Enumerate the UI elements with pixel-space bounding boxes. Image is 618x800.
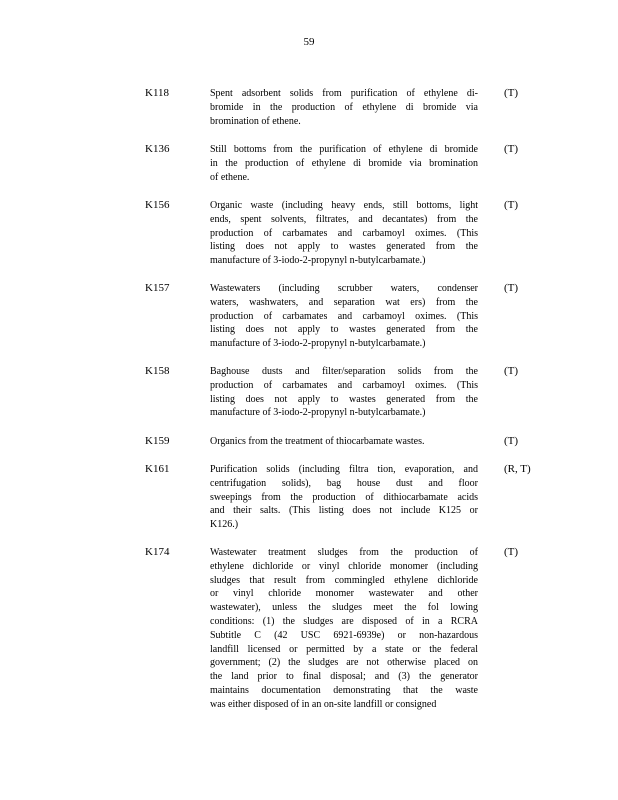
waste-description: [210, 199, 478, 268]
hazard-code: (T): [504, 143, 519, 155]
waste-code: K159: [145, 435, 170, 447]
description-line: bromide in the production of ethylene di bromide via: [210, 101, 478, 113]
description-line: waters, washwaters, and separation wat ers) from the: [210, 296, 478, 308]
description-line: Purification solids (including filtra tion, evaporation, and: [210, 464, 478, 475]
waste-description: [210, 546, 478, 712]
waste-description: [210, 435, 478, 449]
description-line: listing does not apply to wastes generated from the: [210, 393, 478, 405]
description-line: production of carbamates and carbamoyl oximes. (This: [210, 379, 478, 391]
description-line: manufacture of 3-iodo-2-propynyl n-butylcarbamate.): [210, 338, 426, 350]
hazard-code: (T): [504, 546, 519, 558]
description-line: the land prior to final disposal; and (3) the generator: [210, 671, 478, 683]
description-line: wastewater), unless the sludges meet the fol lowing: [210, 602, 478, 614]
description-line: Organics from the treatment of thiocarbamate wastes.: [210, 436, 425, 447]
description-line: listing does not apply to wastes generated from the: [210, 324, 478, 336]
hazard-code: (T): [504, 199, 519, 211]
description-line: ethylene dichloride or vinyl chloride monomer (including: [210, 560, 478, 572]
description-line: K126.): [210, 519, 239, 531]
description-line: Subtitle C (42 USC 6921-6939e) or non-hazardous: [210, 629, 478, 641]
description-line: or vinyl chloride monomer wastewater and other: [210, 588, 478, 600]
description-line: sweepings from the production of dithiocarbamate acids: [210, 491, 478, 503]
description-line: bromination of ethene.: [210, 115, 301, 127]
page-number: 59: [303, 36, 315, 48]
description-line: Still bottoms from the purification of ethylene di bromide: [210, 144, 478, 155]
description-line: Organic waste (including heavy ends, still bottoms, light: [210, 200, 478, 211]
waste-code: K161: [145, 463, 170, 475]
waste-code: K156: [145, 199, 170, 211]
waste-description: [210, 365, 478, 420]
description-line: government; (2) the sludges are not otherwise placed on: [210, 657, 478, 669]
description-line: and their salts. (This listing does not include K125 or: [210, 505, 478, 517]
waste-description: [210, 463, 478, 532]
description-line: Spent adsorbent solids from purification of ethylene di-: [210, 88, 478, 99]
description-line: ends, spent solvents, filtrates, and decantates) from the: [210, 213, 478, 225]
waste-code: K174: [145, 546, 170, 558]
description-line: sludges that result from commingled ethylene dichloride: [210, 574, 478, 586]
description-line: in the production of ethylene di bromide via bromination: [210, 157, 478, 169]
hazard-code: (T): [504, 365, 519, 377]
waste-description: [210, 143, 478, 184]
hazard-code: (T): [504, 87, 519, 99]
description-line: landfill licensed or permitted by a state or the federal: [210, 643, 478, 655]
description-line: of ethene.: [210, 171, 250, 183]
waste-code: K136: [145, 143, 170, 155]
waste-description: [210, 282, 478, 351]
waste-code: K158: [145, 365, 170, 377]
description-line: Baghouse dusts and filter/separation solids from the: [210, 366, 478, 377]
description-line: conditions: (1) the sludges are disposed of in a RCRA: [210, 615, 478, 627]
hazard-code: (R, T): [504, 463, 531, 475]
waste-code: K157: [145, 282, 170, 294]
description-line: was either disposed of in an on-site landfill or consigned: [210, 698, 437, 710]
description-line: manufacture of 3-iodo-2-propynyl n-butylcarbamate.): [210, 255, 426, 267]
description-line: centrifugation solids), bag house dust and floor: [210, 477, 478, 489]
waste-description: [210, 87, 478, 128]
description-line: production of carbamates and carbamoyl oximes. (This: [210, 227, 478, 239]
description-line: listing does not apply to wastes generated from the: [210, 241, 478, 253]
hazard-code: (T): [504, 282, 519, 294]
waste-code: K118: [145, 87, 170, 99]
description-line: manufacture of 3-iodo-2-propynyl n-butylcarbamate.): [210, 407, 426, 419]
description-line: Wastewater treatment sludges from the production of: [210, 547, 478, 558]
hazard-code: (T): [504, 435, 519, 447]
description-line: maintains documentation demonstrating that the waste: [210, 684, 478, 696]
description-line: production of carbamates and carbamoyl oximes. (This: [210, 310, 478, 322]
description-line: Wastewaters (including scrubber waters, condenser: [210, 283, 478, 294]
